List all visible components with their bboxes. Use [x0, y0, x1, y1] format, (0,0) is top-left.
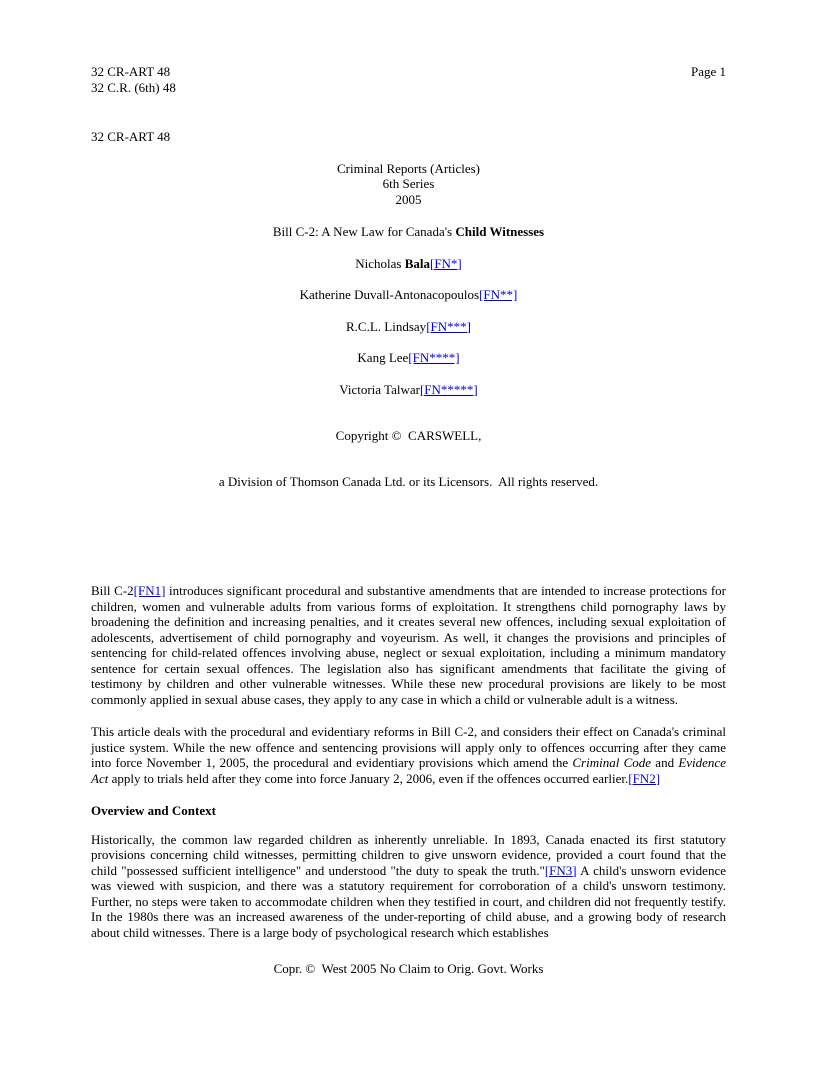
statute-name-italic: Criminal Code: [572, 755, 652, 770]
paragraph-text: Historically, the common law regarded children as inherently unreliable. In 1893, Canada enacted its first statutory provisions concerning child witnesses, permitting children to give unsworn evidence, provided a court found that the child "possessed sufficient intelligence" and understood "the duty to speak the truth.": [91, 831, 726, 878]
body-paragraph-1: [91, 583, 726, 707]
footnote-link-fn-star[interactable]: [FN*]: [429, 255, 462, 271]
paragraph-text: and: [651, 755, 679, 770]
section-heading: Overview and Context: [91, 803, 216, 818]
page-number: Page 1: [690, 64, 726, 79]
document-number: 32 CR-ART 48: [91, 129, 171, 144]
author-line-2: [91, 287, 726, 303]
footnote-link-fn2[interactable]: [FN2]: [628, 770, 661, 786]
citation-block: [91, 64, 176, 95]
citation-line-1: 32 CR-ART 48: [91, 64, 171, 79]
rights-line: a Division of Thomson Canada Ltd. or its Licensors. All rights reserved.: [218, 473, 599, 489]
footnote-link-fn1[interactable]: [FN1]: [133, 583, 166, 598]
publication-year: 2005: [395, 191, 422, 207]
footnote-link-fn-4star[interactable]: [FN****]: [408, 350, 460, 365]
citation-line-2: 32 C.R. (6th) 48: [91, 79, 176, 95]
statute-name-italic: Evidence Act: [91, 755, 726, 786]
author-name-bold: Bala: [404, 255, 430, 271]
author-name: Kang Lee: [357, 350, 409, 365]
body-paragraph-2: [91, 724, 726, 786]
paragraph-text: A child's unsworn evidence was viewed with suspicion, and there was a statutory requirement for corroboration of a child's unsworn testimony. Further, no steps were taken to accommodate children when they testified in court, and children did not frequently testify. In the 1980s there was an increased awareness of the under-reporting of child abuse, and a growing body of research about child witnesses. There is a large body of psychological research which establishes: [91, 862, 726, 940]
copyright-line: Copyright © CARSWELL,: [335, 428, 482, 443]
body-paragraph-3: [91, 832, 726, 941]
footnote-link-fn3[interactable]: [FN3]: [544, 862, 577, 878]
publication-block: [91, 161, 726, 208]
paragraph-text: Bill C-2: [91, 583, 134, 598]
footnote-link-fn-2star[interactable]: [FN**]: [479, 287, 518, 302]
author-line-3: [91, 319, 726, 335]
footnote-link-fn-3star[interactable]: [FN***]: [426, 318, 471, 334]
page-footer: Copr. © West 2005 No Claim to Orig. Govt. Works: [273, 961, 544, 976]
article-title-text: Bill C-2: A New Law for Canada's: [272, 224, 456, 239]
author-name: R.C.L. Lindsay: [346, 318, 427, 334]
author-line-4: [91, 350, 726, 366]
paragraph-text: apply to trials held after they come into force January 2, 2006, even if the offences occurred earlier.: [108, 770, 629, 786]
page-header: [91, 64, 726, 95]
author-name: Nicholas: [355, 255, 405, 271]
publication-name: Criminal Reports (Articles): [337, 160, 480, 176]
paragraph-text: introduces significant procedural and substantive amendments that are intended to increase protections for children, women and vulnerable adults from various forms of exploitation. It strengthens child pornography laws by broadening the definition and increasing penalties, and it creates several new offences, including sexual exploitation of adolescents, advertisement of child pornography and voyeurism. As well, it changes the provisions and principles of sentencing for child-related offences involving abuse, neglect or sexual exploitation, including a minimum mandatory sentence for certain sexual offences. The legislation also has significant amendments that facilitate the giving of testimony by children and other vulnerable witnesses. While these new procedural provisions are likely to be most commonly applied in sexual abuse cases, they apply to any case in which a child or vulnerable adult is a witness.: [91, 583, 726, 707]
author-line-5: [91, 382, 726, 398]
author-name: Victoria Talwar: [339, 381, 420, 397]
article-title: [91, 224, 726, 240]
paragraph-text: This article deals with the procedural and evidentiary reforms in Bill C-2, and considers their effect on Canada's criminal justice system. While the new offence and sentencing provisions will apply only to offences occurring after they came into force November 1, 2005, the procedural and evidentiary provisions which amend the: [91, 724, 726, 770]
author-line-1: [91, 256, 726, 272]
footnote-link-fn-5star[interactable]: [FN*****]: [419, 381, 478, 397]
publication-series: 6th Series: [382, 176, 435, 191]
author-name: Katherine Duvall-Antonacopoulos: [299, 287, 480, 302]
article-title-bold-text: Child Witnesses: [455, 224, 545, 239]
